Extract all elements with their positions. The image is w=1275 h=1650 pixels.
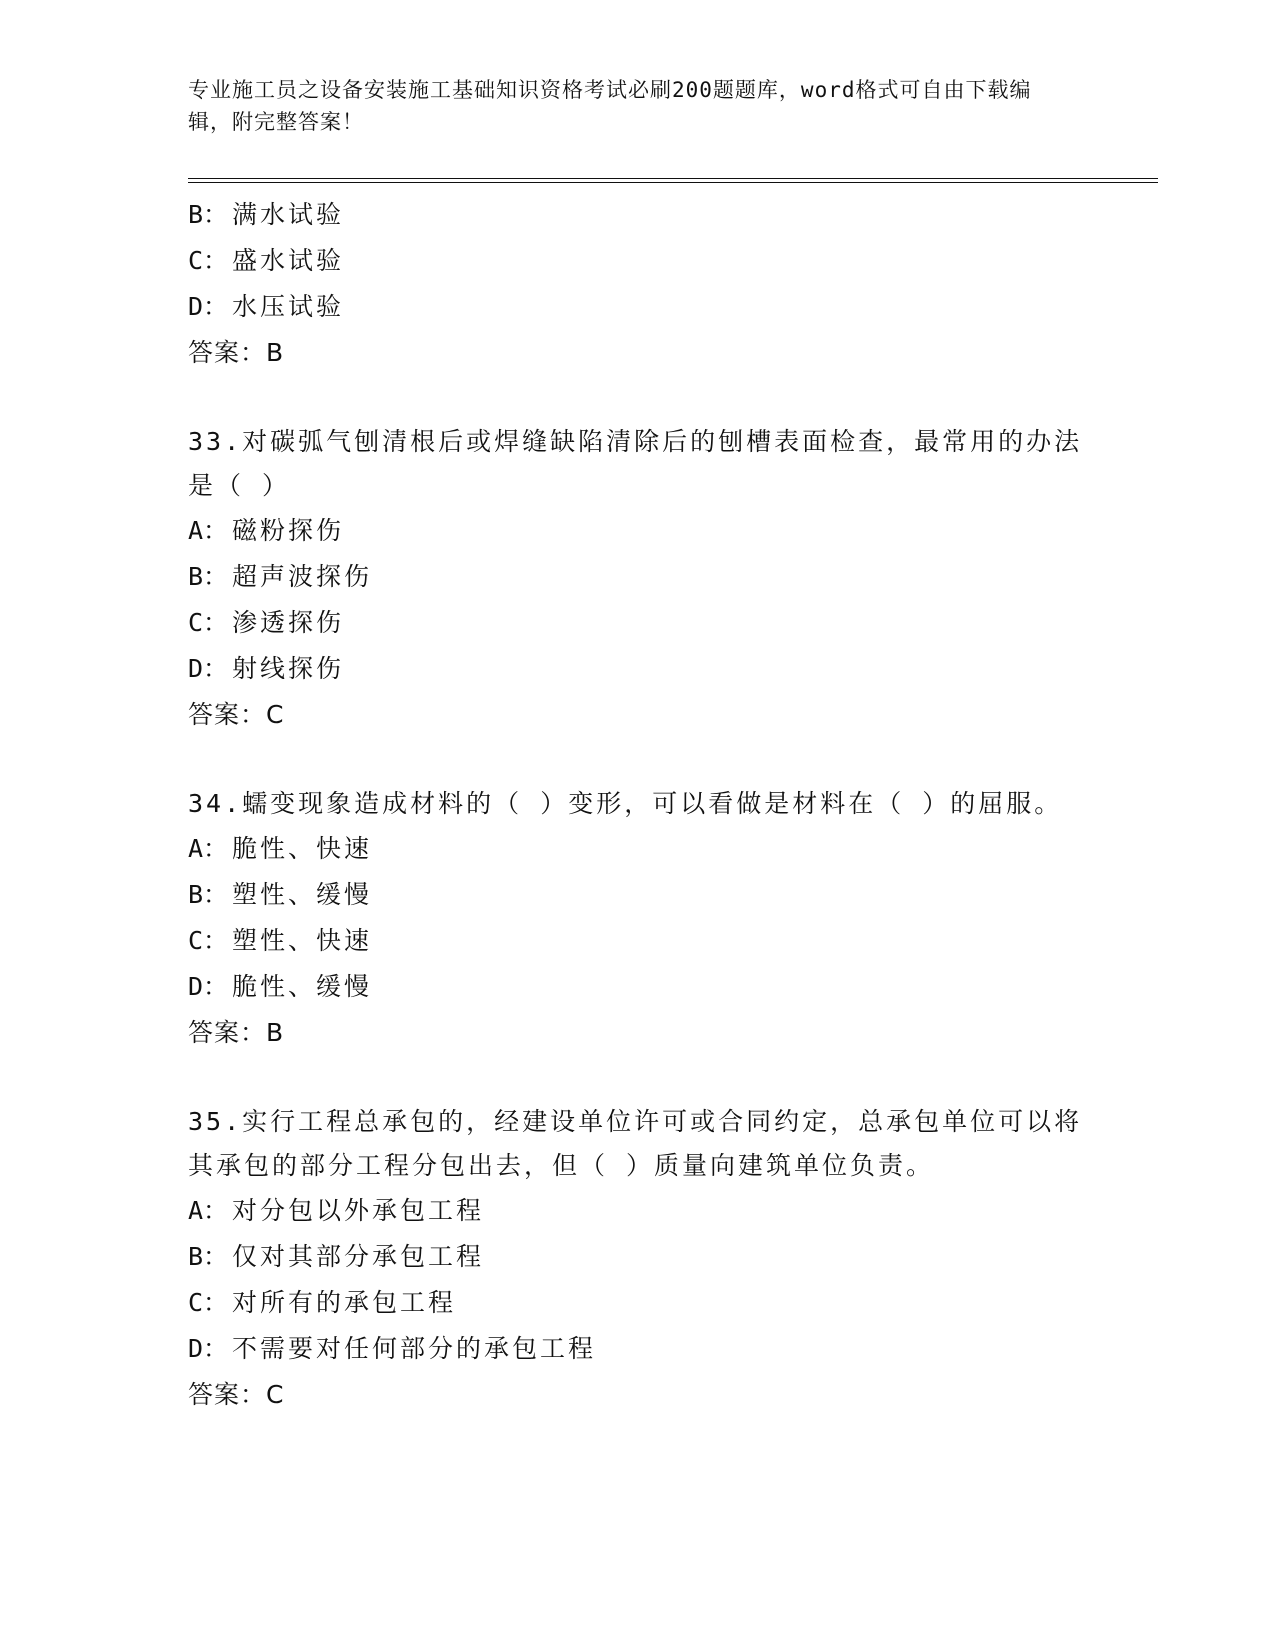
question-34 [188, 782, 1088, 1056]
option-text: 对所有的承包工程 [232, 1288, 457, 1317]
option-letter: C： [188, 246, 229, 275]
option-text: 盛水试验 [232, 246, 345, 275]
option-text: 塑性、缓慢 [232, 880, 373, 909]
option-a [188, 508, 1088, 554]
answer: 答案：B [188, 338, 285, 367]
option-d [188, 964, 1088, 1010]
option-letter: C： [188, 926, 229, 955]
option-c [188, 600, 1088, 646]
option-text: 塑性、快速 [232, 926, 373, 955]
option-letter: B： [188, 880, 229, 909]
option-b [188, 872, 1088, 918]
option-b [188, 192, 1088, 238]
option-text: 水压试验 [232, 292, 345, 321]
question-list [188, 192, 1088, 1418]
option-b [188, 554, 1088, 600]
option-letter: C： [188, 1288, 229, 1317]
option-text: 射线探伤 [232, 654, 345, 683]
option-d [188, 1326, 1088, 1372]
option-letter: C： [188, 608, 229, 637]
option-letter: D： [188, 1334, 229, 1363]
question-stem: 35.实行工程总承包的，经建设单位许可或合同约定，总承包单位可以将其承包的部分工程分包出去，但（ ）质量向建筑单位负责。 [188, 1107, 1083, 1180]
answer: 答案：C [188, 1380, 285, 1409]
option-letter: B： [188, 200, 229, 229]
option-a [188, 826, 1088, 872]
option-text: 脆性、缓慢 [232, 972, 373, 1001]
option-text: 不需要对任何部分的承包工程 [232, 1334, 597, 1363]
option-c [188, 238, 1088, 284]
answer: 答案：C [188, 700, 285, 729]
page-header: 专业施工员之设备安装施工基础知识资格考试必刷200题题库，word格式可自由下载编辑，附完整答案！ [188, 78, 1032, 134]
option-text: 超声波探伤 [232, 562, 373, 591]
answer: 答案：B [188, 1018, 285, 1047]
option-d [188, 284, 1088, 330]
option-letter: A： [188, 1196, 229, 1225]
option-text: 脆性、快速 [232, 834, 373, 863]
option-letter: A： [188, 834, 229, 863]
option-letter: A： [188, 516, 229, 545]
header-rule-bottom [188, 182, 1158, 183]
option-letter: B： [188, 1242, 229, 1271]
question-35 [188, 1100, 1088, 1418]
option-text: 磁粉探伤 [232, 516, 345, 545]
question-stem: 34.蠕变现象造成材料的（ ）变形，可以看做是材料在（ ）的屈服。 [188, 789, 1063, 818]
option-letter: D： [188, 292, 229, 321]
option-c [188, 1280, 1088, 1326]
option-letter: D： [188, 972, 229, 1001]
option-text: 仅对其部分承包工程 [232, 1242, 485, 1271]
option-a [188, 1188, 1088, 1234]
option-letter: D： [188, 654, 229, 683]
option-letter: B： [188, 562, 229, 591]
option-c [188, 918, 1088, 964]
header-rule-top [188, 178, 1158, 179]
option-text: 满水试验 [232, 200, 345, 229]
option-d [188, 646, 1088, 692]
question-stem: 33.对碳弧气刨清根后或焊缝缺陷清除后的刨槽表面检查，最常用的办法是（ ） [188, 427, 1083, 500]
question-32-continued [188, 192, 1088, 376]
option-text: 对分包以外承包工程 [232, 1196, 485, 1225]
option-b [188, 1234, 1088, 1280]
option-text: 渗透探伤 [232, 608, 345, 637]
question-33 [188, 420, 1088, 738]
